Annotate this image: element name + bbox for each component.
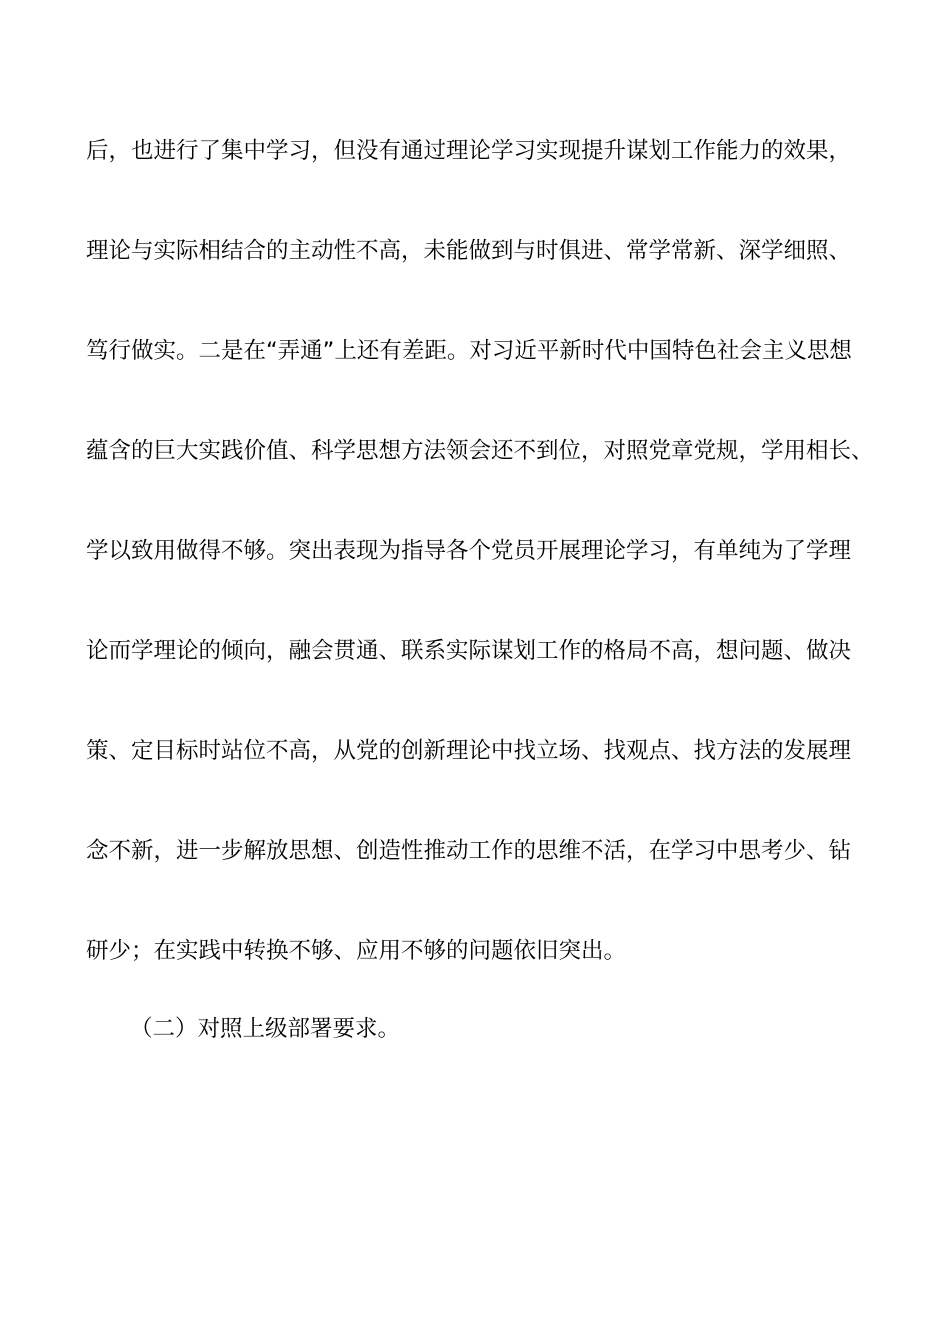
paragraph-line-3: 笃行做实。二是在“弄通”上还有差距。对习近平新时代中国特色社会主义思想 [86, 338, 852, 364]
paragraph-line-1: 后，也进行了集中学习，但没有通过理论学习实现提升谋划工作能力的效果， [86, 138, 852, 164]
paragraph-line-4: 蕴含的巨大实践价值、科学思想方法领会还不到位，对照党章党规，学用相长、 [86, 438, 874, 464]
paragraph-line-8: 念不新，进一步解放思想、创造性推动工作的思维不活，在学习中思考少、钻 [86, 838, 852, 864]
paragraph-line-5: 学以致用做得不够。突出表现为指导各个党员开展理论学习，有单纯为了学理 [86, 538, 852, 564]
paragraph-line-9: 研少；在实践中转换不够、应用不够的问题依旧突出。 [86, 938, 627, 964]
paragraph-line-2: 理论与实际相结合的主动性不高，未能做到与时俱进、常学常新、深学细照、 [86, 238, 852, 264]
paragraph-line-6: 论而学理论的倾向，融会贯通、联系实际谋划工作的格局不高，想问题、做决 [86, 638, 852, 664]
paragraph-line-7: 策、定目标时站位不高，从党的创新理论中找立场、找观点、找方法的发展理 [86, 738, 852, 764]
section-heading: （二）对照上级部署要求。 [130, 1016, 401, 1042]
